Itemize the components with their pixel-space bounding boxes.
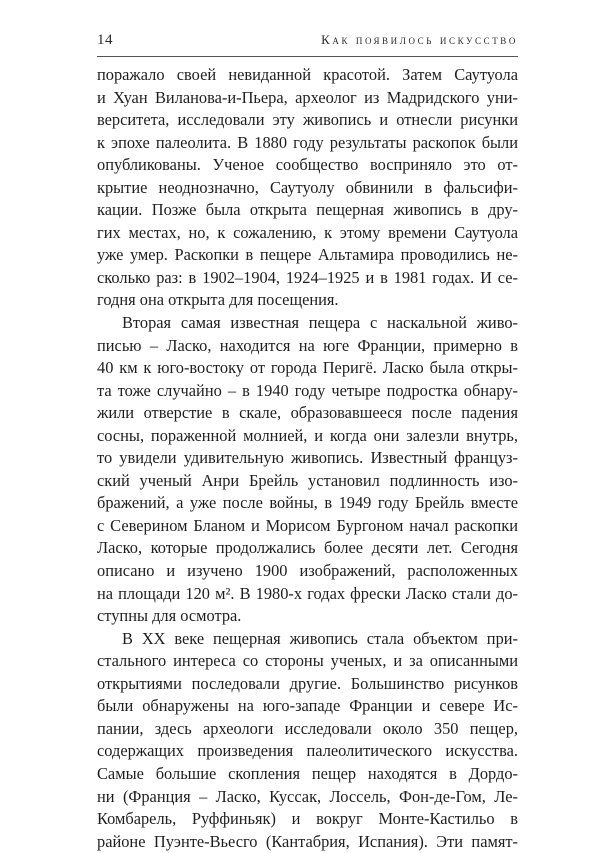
text-line: открытиями последовали другие. Большинство рисунков xyxy=(97,673,518,693)
text-line: писью – Ласко, находится на юге Франции, примерно в xyxy=(97,335,518,355)
page-header xyxy=(97,32,518,54)
page-number: 14 xyxy=(97,32,113,48)
paragraph xyxy=(97,312,518,628)
running-title: Как появилось искусство xyxy=(321,32,518,47)
text-line: жили отверстие в скале, образовавшееся после падения xyxy=(97,403,518,423)
text-line: Ласко, которые продолжались более десяти лет. Сегодня xyxy=(97,538,518,558)
text-line: поражало своей невиданной красотой. Затем Саутуола xyxy=(97,65,518,84)
text-line: к эпохе палеолита. В 1880 году результаты раскопок были xyxy=(97,132,518,152)
text-line: В XX веке пещерная живопись стала объектом при- xyxy=(122,628,518,648)
text-line: ступны для осмотра. xyxy=(97,606,242,626)
text-line: крытие неоднозначно, Саутуолу обвинили в фальсифи- xyxy=(97,177,518,197)
text-line: годня она открыта для посещения. xyxy=(97,290,339,310)
text-line: 40 км к юго-востоку от города Перигё. Ласко была откры- xyxy=(97,358,518,378)
text-line: верситета, исследовали эту живопись и отнесли рисунки xyxy=(97,110,518,130)
text-line: Самые большие скопления пещер находятся в Дордо- xyxy=(97,763,518,783)
paragraph xyxy=(97,628,518,853)
header-rule xyxy=(97,56,518,57)
text-line: Вторая самая известная пещера с наскальной живо- xyxy=(122,313,518,333)
text-line: гих местах, но, к сожалению, к этому времени Саутуола xyxy=(97,222,518,242)
text-line: сколько раз: в 1902–1904, 1924–1925 и в 1981 годах. И се- xyxy=(97,267,518,287)
text-line: кации. Позже была открыта пещерная живопись в дру- xyxy=(97,200,518,220)
text-line: были обнаружены на юго-западе Франции и севере Ис- xyxy=(97,696,518,716)
text-line: на площади 120 м². В 1980-х годах фрески Ласко стали до- xyxy=(97,583,518,603)
text-line: содержащих произведения палеолитического искусства. xyxy=(97,741,518,761)
text-line: ни (Франция – Ласко, Куссак, Лоссель, Фон-де-Гом, Ле- xyxy=(97,786,518,806)
text-line: уже умер. Раскопки в пещере Альтамира проводились не- xyxy=(97,245,518,265)
text-line: стального интереса со стороны ученых, и за описанными xyxy=(97,651,518,671)
paragraph xyxy=(97,64,518,312)
text-line: ский ученый Анри Брейль установил подлинность изо- xyxy=(97,470,518,490)
text-line: Комбарель, Руффиньяк) и вокруг Монте-Кастильо в xyxy=(97,809,518,829)
text-line: та тоже случайно – в 1940 году четыре подростка обнару- xyxy=(97,380,518,400)
text-line: опубликованы. Ученое сообщество восприняло это от- xyxy=(97,155,518,175)
text-line: с Северином Бланом и Морисом Бургоном начал раскопки xyxy=(97,515,518,535)
text-line: районе Пуэнте-Вьесго (Кантабрия, Испания). Эти памят- xyxy=(97,831,518,851)
text-line: то увидели удивительную живопись. Известный француз- xyxy=(97,448,518,468)
text-line: описано и изучено 1900 изображений, расположенных xyxy=(97,561,518,581)
text-line: и Хуан Виланова-и-Пьера, археолог из Мадридского уни- xyxy=(97,87,518,107)
body-text xyxy=(97,64,518,853)
text-line: пании, здесь археологи исследовали около 350 пещер, xyxy=(97,718,518,738)
text-line: сосны, пораженной молнией, и когда они залезли внутрь, xyxy=(97,425,518,445)
text-line: бражений, а уже после войны, в 1949 году Брейль вместе xyxy=(97,493,518,513)
